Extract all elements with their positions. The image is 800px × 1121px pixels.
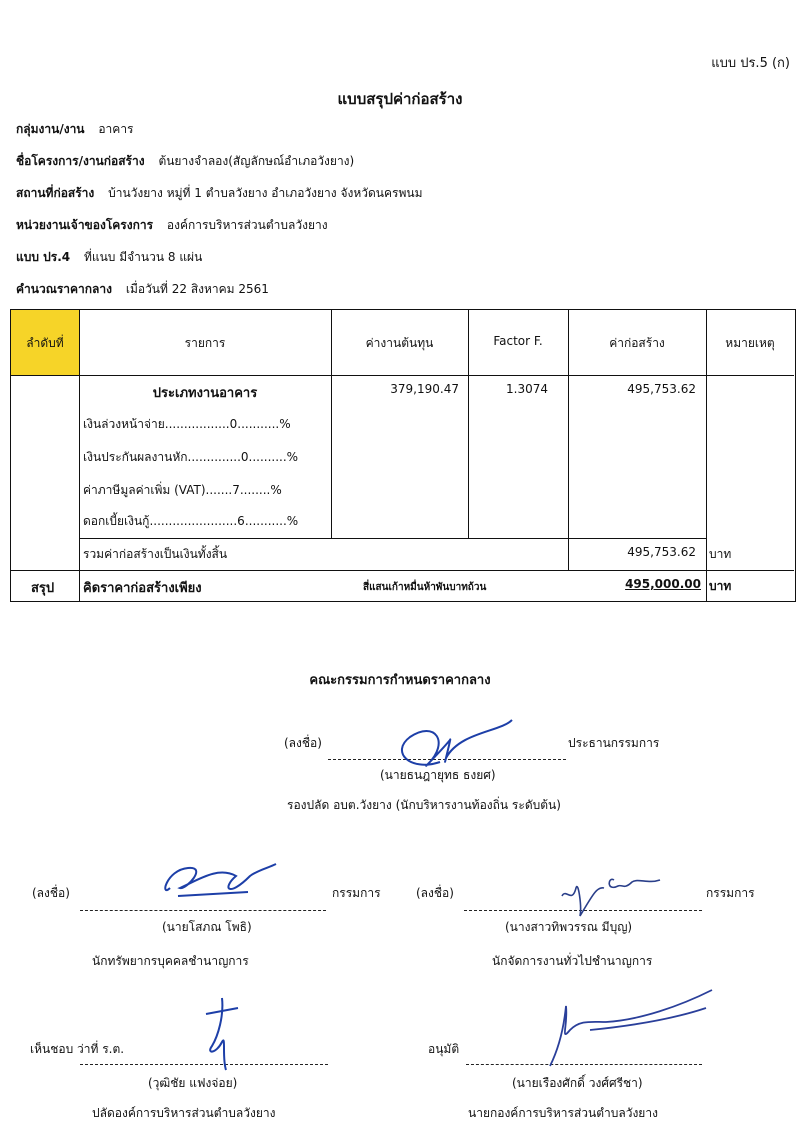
member1-role: กรรมการ xyxy=(332,886,381,900)
total-unit: บาท xyxy=(709,547,732,561)
summary-label: สรุป xyxy=(31,581,55,596)
approve-left-signature xyxy=(192,994,252,1074)
header-seq: ลำดับที่ xyxy=(26,336,64,350)
info-project-value: ต้นยางจำลอง(สัญลักษณ์อำเภอวังยาง) xyxy=(158,154,355,168)
member1-signature xyxy=(158,858,278,908)
member1-name: (นายโสภณ โพธิ) xyxy=(162,920,252,934)
member2-role: กรรมการ xyxy=(706,886,755,900)
condition-interest: ดอกเบี้ยเงินกู้.......................6...........% xyxy=(83,514,299,528)
condition-guarantee: เงินประกันผลงานหัก..............0..........% xyxy=(83,450,299,464)
condition-advance: เงินล่วงหน้าจ่าย.................0...........% xyxy=(83,417,291,431)
info-form-ref xyxy=(16,248,202,267)
header-divider xyxy=(11,375,794,376)
approve-right-position: นายกองค์การบริหารส่วนตำบลวังยาง xyxy=(468,1106,658,1120)
condition-vat: ค่าภาษีมูลค่าเพิ่ม (VAT).......7........% xyxy=(83,483,282,497)
header-remark: หมายเหตุ xyxy=(725,336,775,350)
summary-value: 495,000.00 xyxy=(625,577,701,591)
total-label: รวมค่าก่อสร้างเป็นเงินทั้งสิ้น xyxy=(83,547,228,561)
construction-value: 495,753.62 xyxy=(627,382,696,396)
member2-name: (นางสาวทิพวรรณ มีบุญ) xyxy=(505,920,633,934)
member2-sign-prefix: (ลงชื่อ) xyxy=(416,886,454,900)
summary-table xyxy=(10,309,796,602)
member2-position: นักจัดการงานทั่วไปชำนาญการ xyxy=(492,954,653,968)
info-site xyxy=(16,184,422,203)
member1-sign-prefix: (ลงชื่อ) xyxy=(32,886,70,900)
info-project-label: ชื่อโครงการ/งานก่อสร้าง xyxy=(16,154,145,168)
summary-row-divider xyxy=(11,570,794,571)
approve-left-prefix: เห็นชอบ ว่าที่ ร.ต. xyxy=(30,1042,125,1056)
chair-signature xyxy=(380,712,520,782)
category-label: ประเภทงานอาคาร xyxy=(152,386,258,401)
chair-role: ประธานกรรมการ xyxy=(568,736,660,750)
chair-name: (นายธนฎายุทธ ธงยศ) xyxy=(380,768,496,782)
summary-text: คิดราคาก่อสร้างเพียง xyxy=(83,581,202,596)
info-owner-value: องค์การบริหารส่วนตำบลวังยาง xyxy=(166,218,328,232)
factor-value: 1.3074 xyxy=(506,382,548,396)
form-code: แบบ ปร.5 (ก) xyxy=(711,56,790,71)
info-group xyxy=(16,120,134,139)
chair-position: รองปลัด อบต.วังยาง (นักบริหารงานท้องถิ่น ระดับต้น) xyxy=(287,798,561,812)
document-title: แบบสรุปค่าก่อสร้าง xyxy=(337,90,463,108)
member1-position: นักทรัพยากรบุคคลชำนาญการ xyxy=(92,954,249,968)
header-construction: ค่าก่อสร้าง xyxy=(609,336,665,350)
info-project xyxy=(16,152,354,171)
header-cost: ค่างานต้นทุน xyxy=(365,336,434,350)
info-owner-label: หน่วยงานเจ้าของโครงการ xyxy=(16,218,154,232)
summary-unit: บาท xyxy=(709,579,732,593)
col-divider-5 xyxy=(706,310,707,601)
chair-sign-prefix: (ลงชื่อ) xyxy=(284,736,322,750)
info-calc-value: เมื่อวันที่ 22 สิงหาคม 2561 xyxy=(125,282,269,296)
member1-sign-line xyxy=(80,910,326,911)
total-row-divider xyxy=(79,538,706,539)
committee-title: คณะกรรมการกำหนดราคากลาง xyxy=(309,673,491,688)
header-factor: Factor F. xyxy=(493,334,543,348)
info-group-value: อาคาร xyxy=(98,122,134,136)
info-form-ref-label: แบบ ปร.4 xyxy=(16,250,71,264)
info-group-label: กลุ่มงาน/งาน xyxy=(16,122,85,136)
cost-value: 379,190.47 xyxy=(390,382,459,396)
info-site-label: สถานที่ก่อสร้าง xyxy=(16,186,95,200)
col-divider-1 xyxy=(79,310,80,601)
approve-left-name: (วุฒิชัย แฟงจ่อย) xyxy=(148,1076,238,1090)
summary-words: สี่แสนเก้าหมื่นห้าพันบาทถ้วน xyxy=(363,582,487,593)
info-calc xyxy=(16,280,269,299)
approve-right-prefix: อนุมัติ xyxy=(428,1042,460,1056)
info-form-ref-value: ที่แนบ มีจำนวน 8 แผ่น xyxy=(83,250,203,264)
info-site-value: บ้านวังยาง หมู่ที่ 1 ตำบลวังยาง อำเภอวังยาง จังหวัดนครพนม xyxy=(108,186,423,200)
approve-right-name: (นายเรืองศักดิ์ วงศ์ศรีชา) xyxy=(512,1076,643,1090)
approve-left-position: ปลัดองค์การบริหารส่วนตำบลวังยาง xyxy=(92,1106,276,1120)
info-calc-label: คำนวณราคากลาง xyxy=(16,282,113,296)
header-item: รายการ xyxy=(184,336,226,350)
member2-signature xyxy=(552,866,672,926)
approve-right-signature xyxy=(520,986,720,1072)
info-owner xyxy=(16,216,328,235)
total-value: 495,753.62 xyxy=(627,545,696,559)
